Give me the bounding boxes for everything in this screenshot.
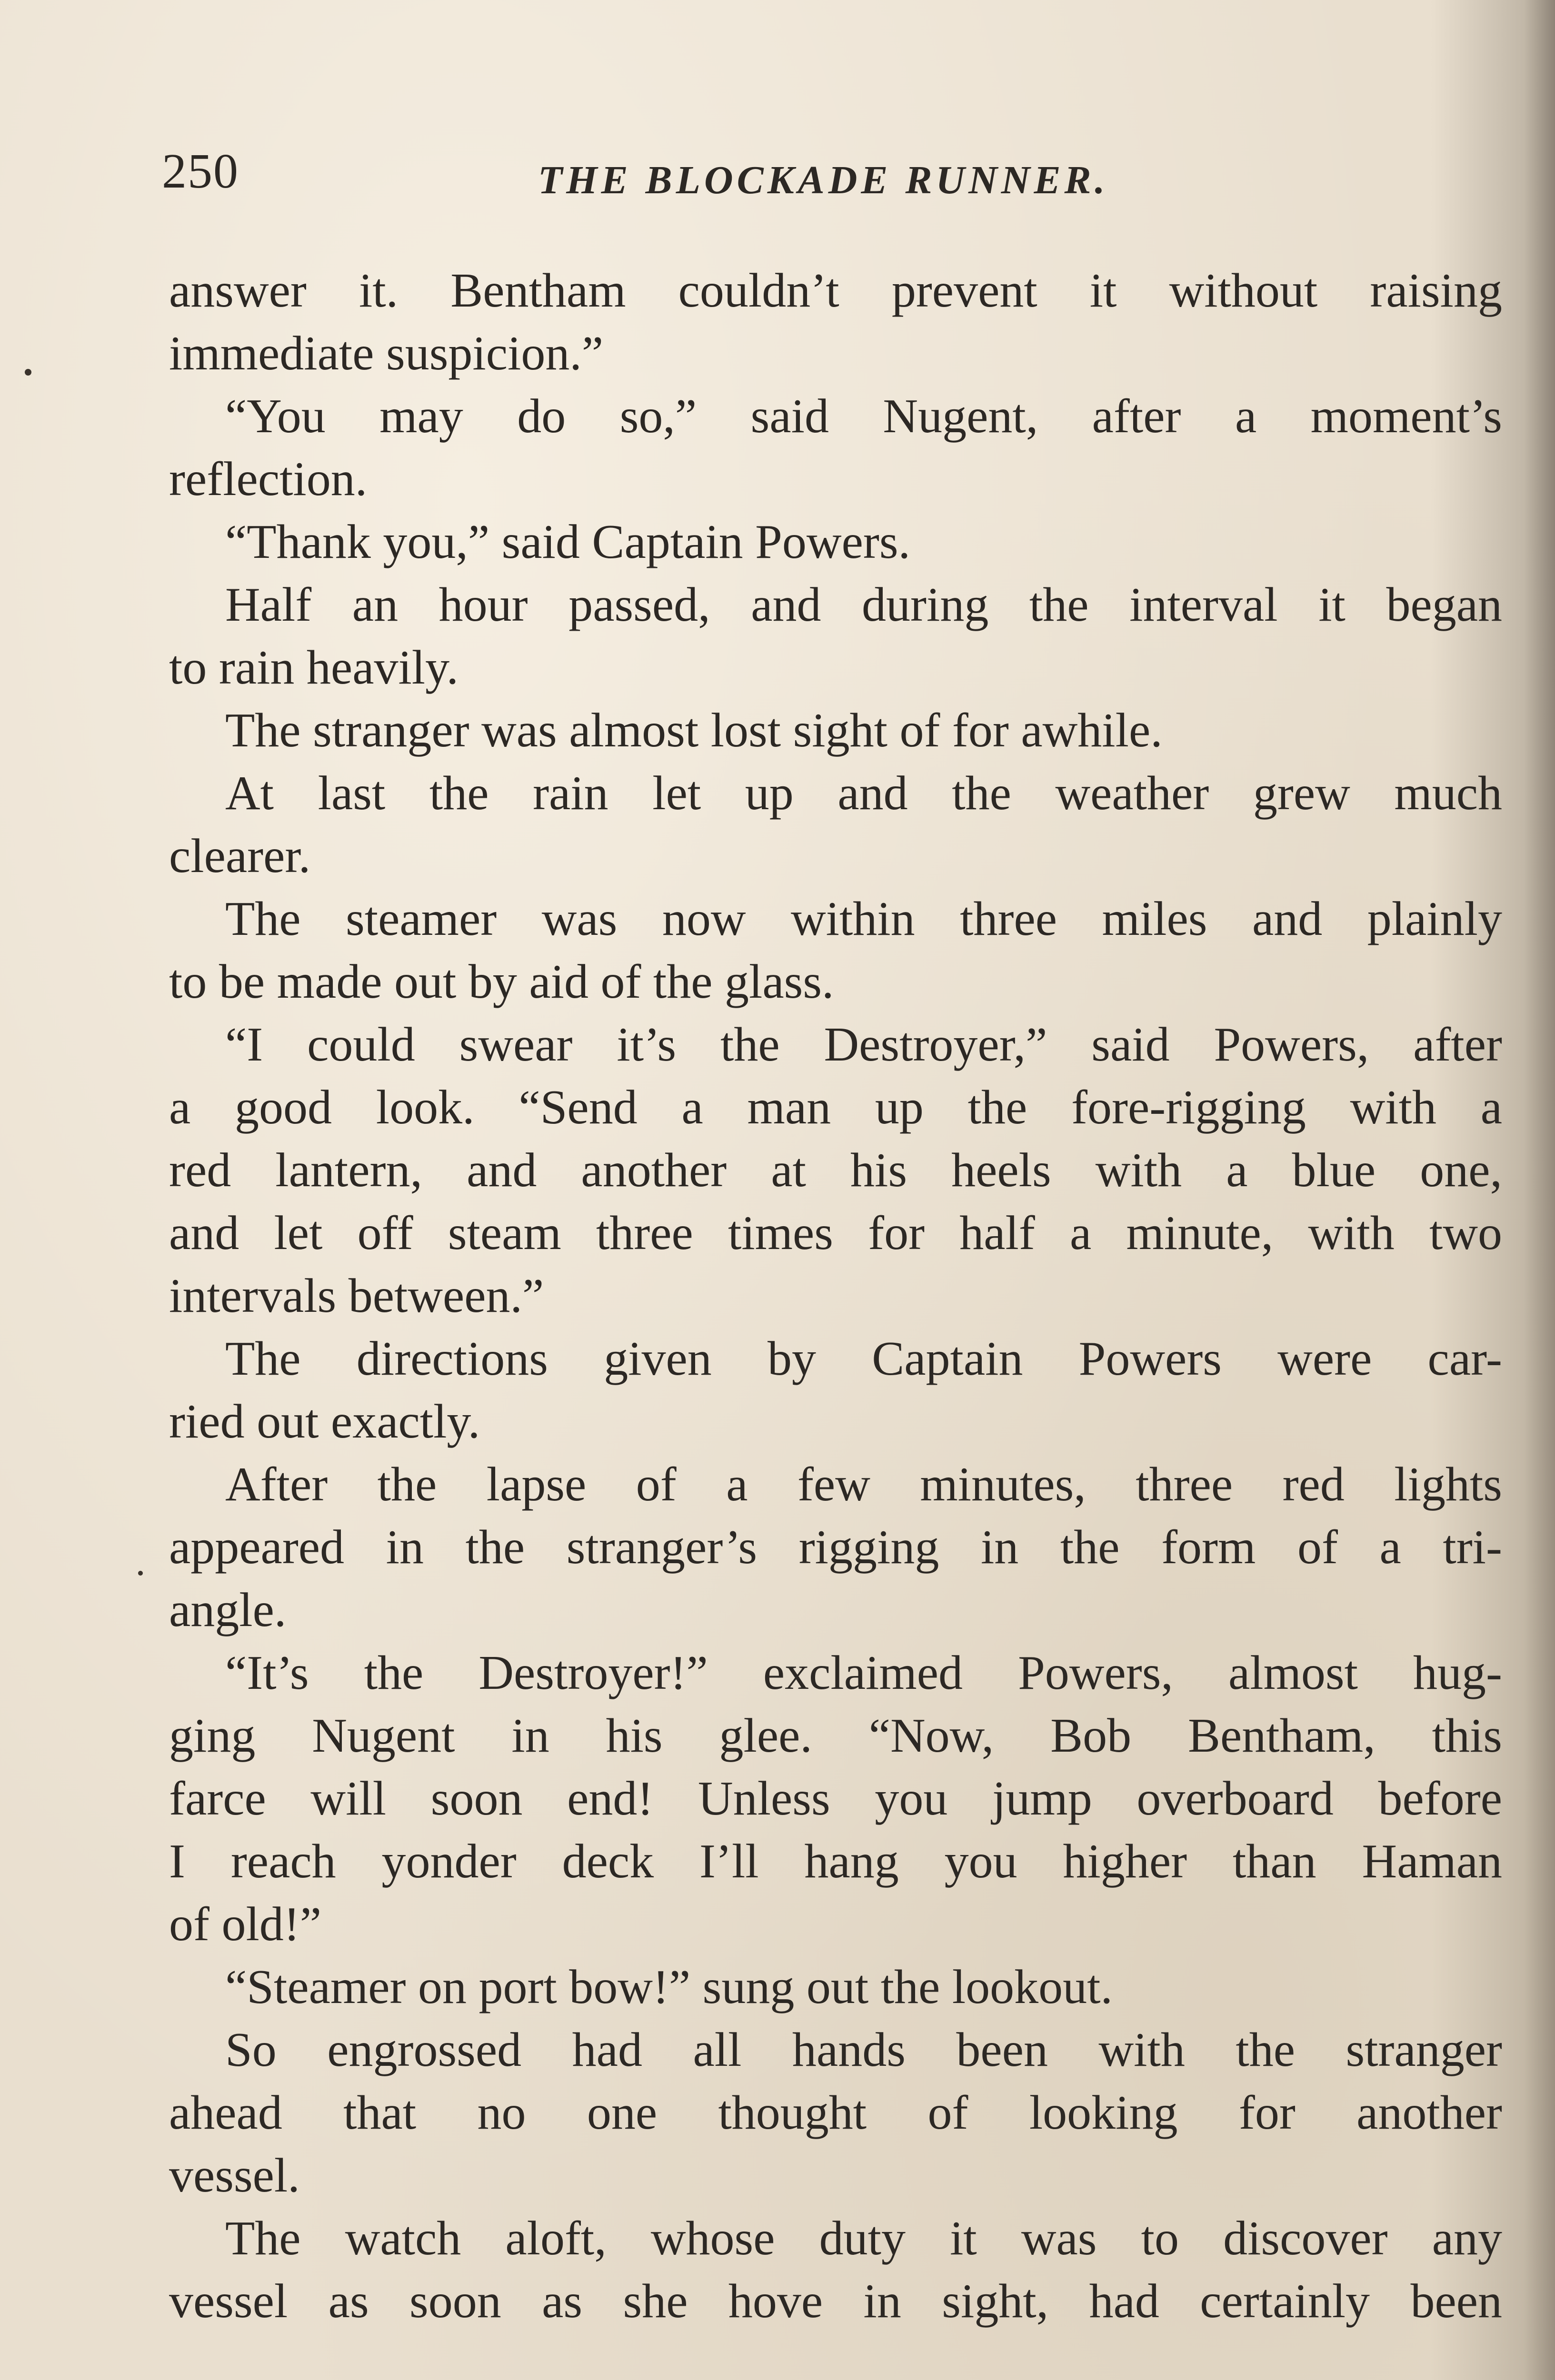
running-head: THE BLOCKADE RUNNER. [538, 158, 1109, 202]
text-line: of old!” [169, 1897, 322, 1951]
text-line: ahead that no one thought of looking for another [169, 2086, 1502, 2140]
text-line: Half an hour passed, and during the interval it began [225, 578, 1502, 632]
text-line: “It’s the Destroyer!” exclaimed Powers, almost hug- [225, 1646, 1502, 1700]
text-line: immediate suspicion.” [169, 327, 604, 380]
text-line: vessel as soon as she hove in sight, had certainly been [169, 2274, 1502, 2328]
text-line: angle. [169, 1583, 287, 1637]
paper-speck [138, 1571, 143, 1576]
text-line: a good look. “Send a man up the fore-rigging with a [169, 1081, 1502, 1134]
body-text [169, 259, 1502, 2333]
text-line: The directions given by Captain Powers were car- [225, 1332, 1502, 1386]
text-line: The stranger was almost lost sight of for awhile. [225, 704, 1163, 757]
text-line: clearer. [169, 829, 311, 883]
text-line: “Steamer on port bow!” sung out the lookout. [225, 1960, 1113, 2014]
page-number: 250 [162, 144, 239, 198]
text-line: and let off steam three times for half a minute, with two [169, 1206, 1502, 1260]
text-line: appeared in the stranger’s rigging in the form of a tri- [169, 1520, 1502, 1574]
text-line: “You may do so,” said Nugent, after a moment’s [225, 389, 1502, 443]
text-line: I reach yonder deck I’ll hang you higher than Haman [169, 1835, 1502, 1888]
text-line: red lantern, and another at his heels with a blue one, [169, 1143, 1502, 1197]
text-line: ried out exactly. [169, 1395, 480, 1448]
text-line: intervals between.” [169, 1269, 544, 1323]
text-line: After the lapse of a few minutes, three red lights [225, 1458, 1502, 1511]
text-line: to rain heavily. [169, 641, 459, 694]
text-line: answer it. Bentham couldn’t prevent it without raising [169, 264, 1502, 317]
text-line: So engrossed had all hands been with the stranger [225, 2023, 1502, 2077]
text-line: The watch aloft, whose duty it was to discover any [225, 2211, 1502, 2265]
text-line: farce will soon end! Unless you jump overboard before [169, 1772, 1502, 1825]
paper-speck [25, 369, 31, 376]
text-line: to be made out by aid of the glass. [169, 955, 834, 1009]
text-line: The steamer was now within three miles and plainly [225, 892, 1502, 946]
text-line: ging Nugent in his glee. “Now, Bob Bentham, this [169, 1709, 1502, 1763]
text-line: reflection. [169, 452, 368, 506]
text-line: “I could swear it’s the Destroyer,” said Powers, after [225, 1018, 1502, 1071]
text-line: vessel. [169, 2149, 300, 2202]
text-line: At last the rain let up and the weather grew much [225, 766, 1502, 820]
text-line: “Thank you,” said Captain Powers. [225, 515, 911, 569]
